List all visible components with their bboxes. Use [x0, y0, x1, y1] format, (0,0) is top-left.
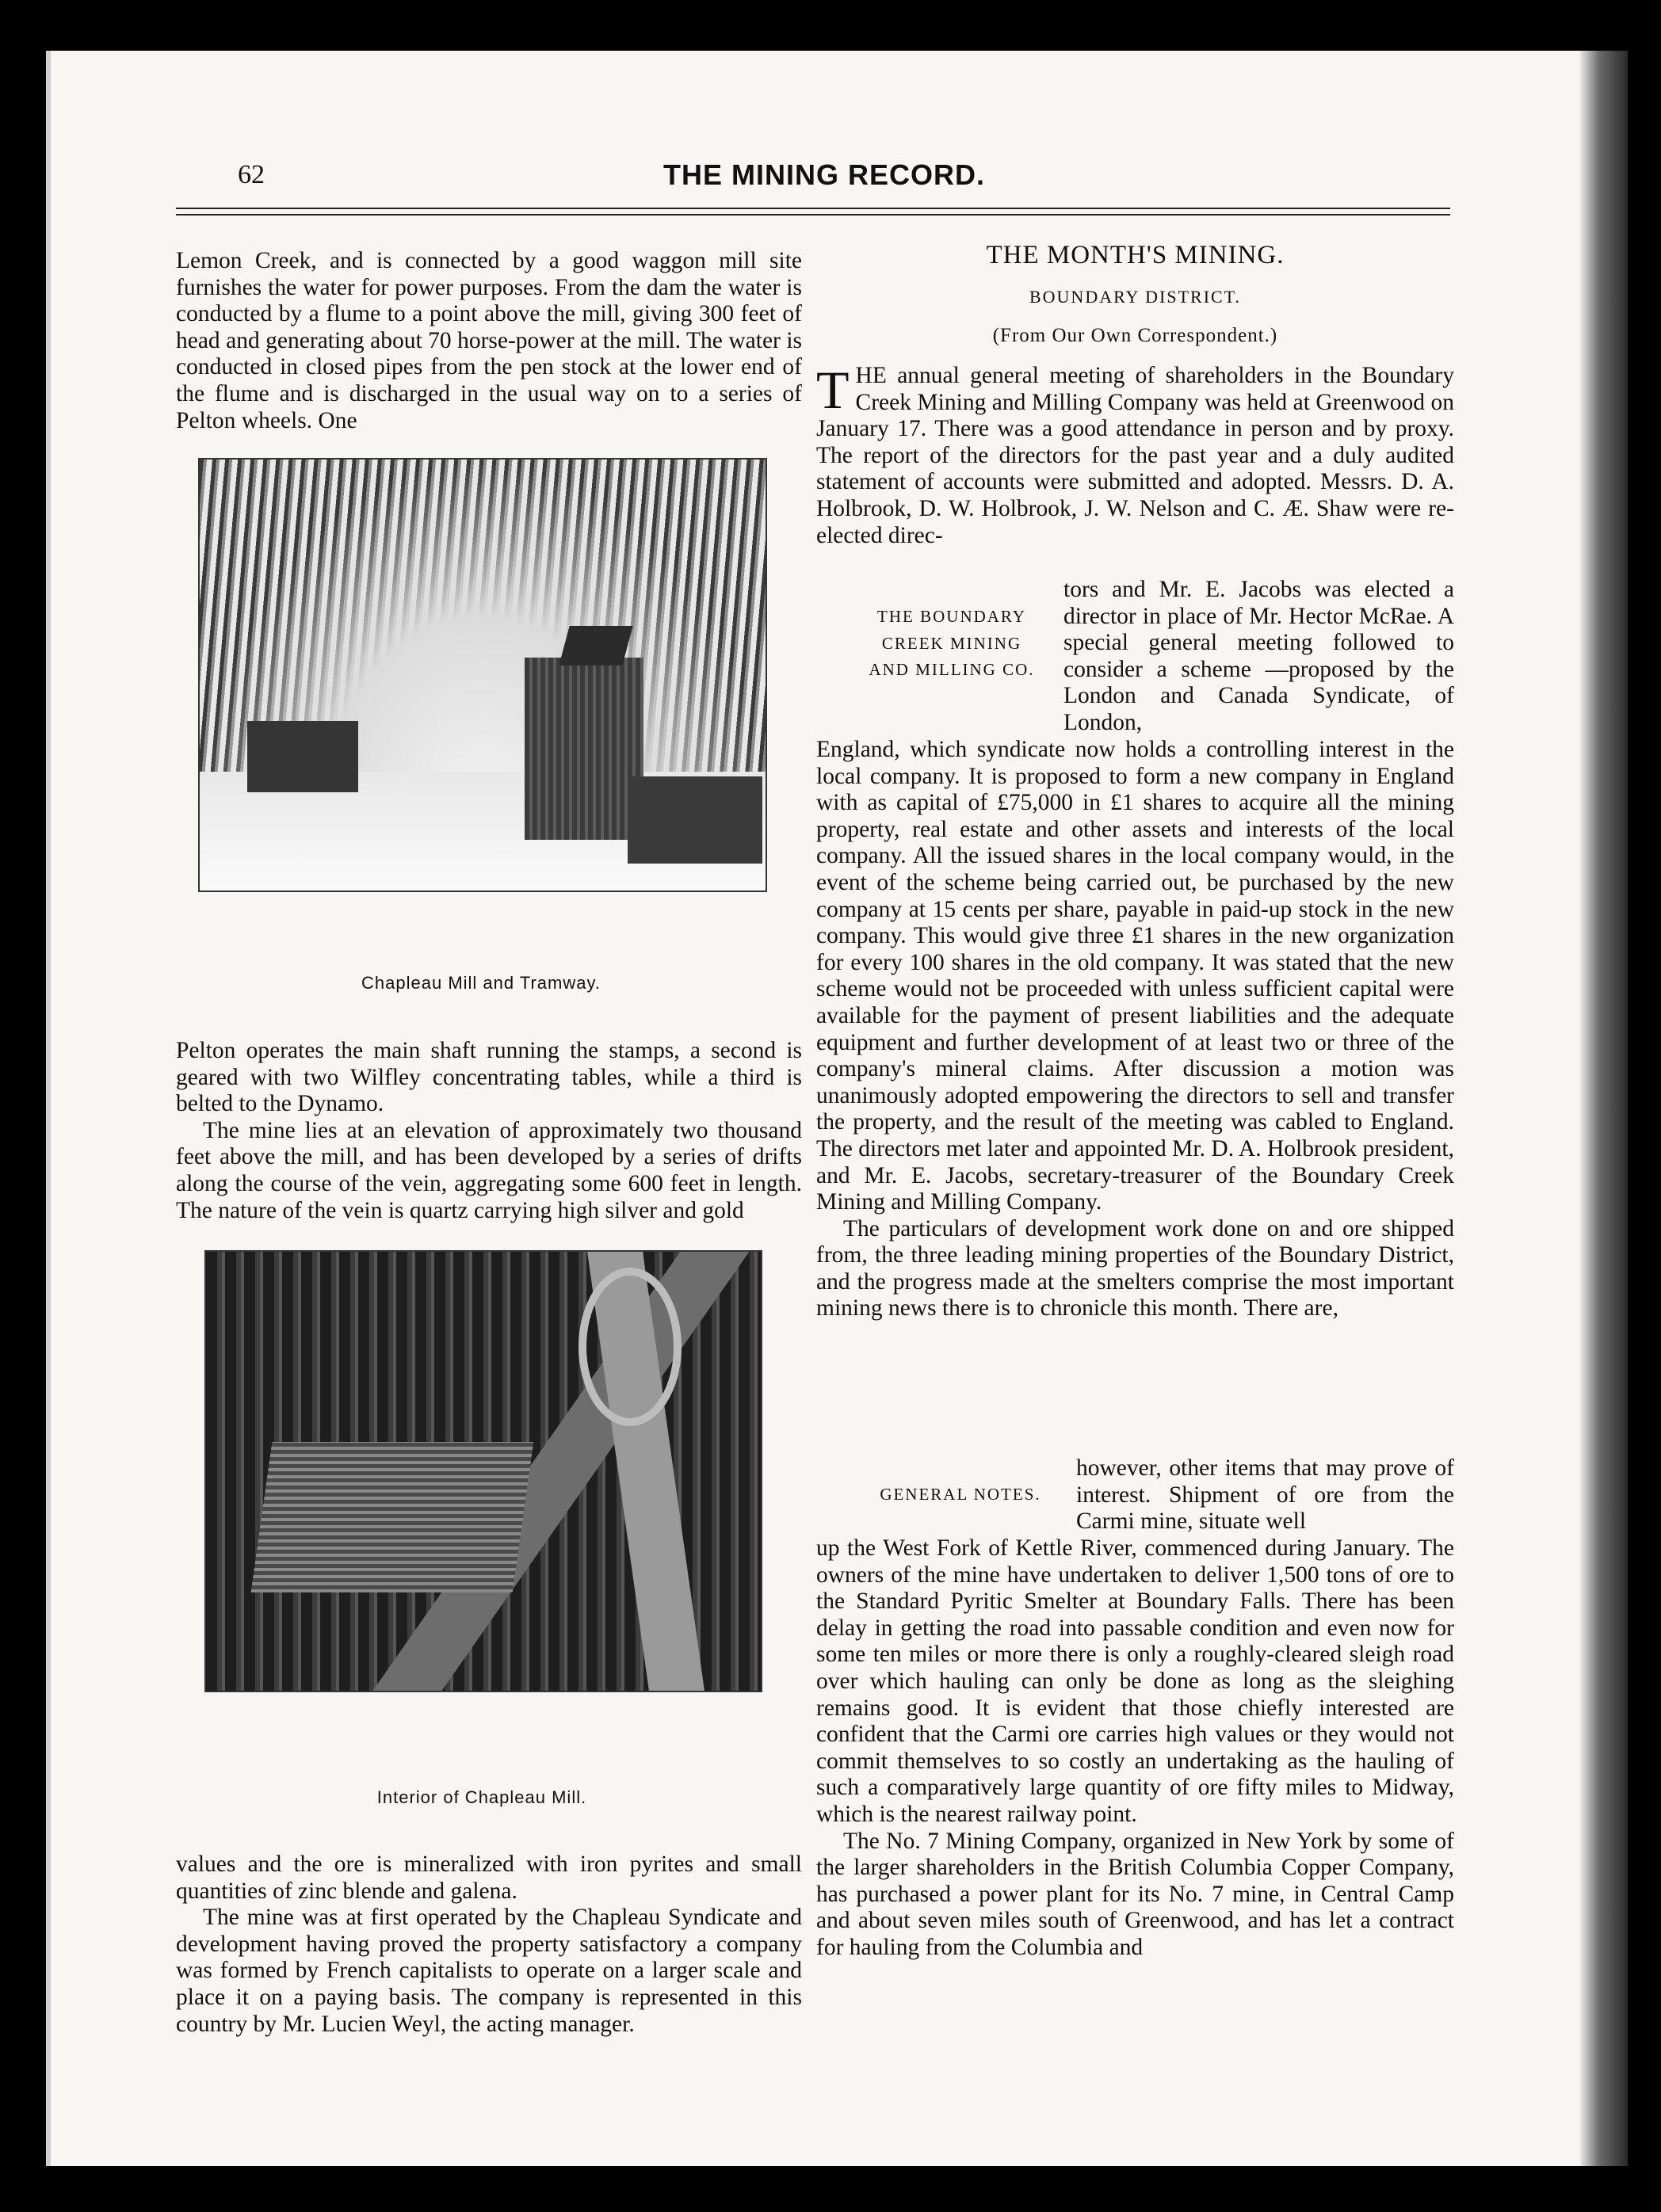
district-subhead: BOUNDARY DISTRICT.	[1029, 287, 1241, 307]
photo1-caption: Chapleau Mill and Tramway.	[361, 973, 601, 993]
right-para-1-top	[816, 360, 1454, 549]
photo-chapleau-mill-tramway	[198, 458, 767, 892]
sidehead-general-notes: GENERAL NOTES.	[880, 1485, 1041, 1504]
paragraph: Lemon Creek, and is connected by a good waggon mill site furnishes the water for power purposes. From the dam the water is conducted by a flume to a point above the mill, giving 300 feet of head and generating about 70 horse-power at the mill. The water is conducted in closed pipes from the pen stock at the lower end of the flume and is discharged in the usual way on to a series of Pelton wheels. One	[176, 248, 802, 433]
sidehead-boundary-creek: THE BOUNDARY CREEK MINING AND MILLING CO.	[869, 607, 1035, 680]
photo-shed	[628, 776, 762, 864]
page-number: 62	[238, 160, 265, 189]
paragraph: values and the ore is mineralized with iron pyrites and small quantities of zinc blende and galena.	[176, 1852, 802, 1904]
left-para-4-5	[176, 1852, 802, 2038]
left-para-2-3	[176, 1038, 802, 1224]
correspondent-credit: (From Our Own Correspondent.)	[992, 325, 1278, 346]
photo-cabin	[247, 721, 358, 792]
left-para-1	[176, 248, 802, 434]
paragraph: England, which syndicate now holds a controlling interest in the local company. It is proposed to form a new company in England with as capital of £75,000 in £1 shares to acquire all the mining property, real estate and other assets and interests of the local company. All the issued shares in the local company would, in the event of the scheme being carried out, be purchased by the new company at 15 cents per share, payable in paid-up stock in the new company. This would give three £1 shares in the new organization for every 100 shares in the old company. It was stated that the new scheme would not be proceeded with unless sufficient capital were available for the payment of present liabilities and the adequate equipment and further development of at least two or three of the company's mineral claims. After discussion a motion was unanimously adopted empowering the directors to sell and transfer the property, and the result of the meeting was cabled to England. The directors met later and appointed Mr. D. A. Holbrook president, and Mr. E. Jacobs, secretary-treasurer of the Boundary Creek Mining and Milling Company.	[816, 737, 1454, 1215]
paragraph-text: HE annual general meeting of shareholders in the Boundary Creek Mining and Milling Company was held at Greenwood on January 17. There was a good attendance in person and by proxy. The report of the directors for the past year and a duly audited statement of accounts were submitted and adopted. Messrs. D. A. Holbrook, D. W. Holbrook, J. W. Nelson and C. Æ. Shaw were re-elected direc-	[816, 363, 1454, 548]
photo-mill-roof	[559, 626, 632, 666]
drop-cap: T	[816, 360, 850, 420]
page-header	[198, 158, 1450, 206]
right-para-2-rest	[816, 1535, 1454, 1962]
paragraph: tors and Mr. E. Jacobs was elected a director in place of Mr. Hector McRae. A special general meeting followed to consider a scheme —proposed by the London and Canada Syndicate, of London,	[1063, 577, 1454, 735]
header-rule	[176, 208, 1450, 215]
paragraph: however, other items that may prove of interest. Shipment of ore from the Carmi mine, situate well	[1076, 1455, 1454, 1535]
paragraph: The mine lies at an elevation of approximately two thousand feet above the mill, and has been developed by a series of drifts along the course of the vein, aggregating some 600 feet in length. The nature of the vein is quartz carrying high silver and gold	[176, 1117, 802, 1223]
photo-mill-building	[525, 658, 643, 840]
photo-chapleau-mill-interior	[204, 1250, 762, 1692]
page-edge	[1580, 51, 1628, 2166]
paragraph-opening	[816, 360, 1454, 549]
paragraph: Pelton operates the main shaft running the stamps, a second is geared with two Wilfley concentrating tables, while a third is belted to the Dynamo.	[176, 1038, 802, 1117]
paragraph: The mine was at first operated by the Chapleau Syndicate and development having proved the property satisfactory a company was formed by French capitalists to operate on a larger scale and place it on a paying basis. The company is represented in this country by Mr. Lucien Weyl, the acting manager.	[176, 1905, 802, 2037]
section-title: THE MONTH'S MINING.	[986, 241, 1285, 269]
right-para-2-narrow	[816, 1455, 1454, 1535]
right-para-1-narrow	[816, 577, 1454, 737]
photo-concentrating-table	[251, 1442, 534, 1592]
paragraph: up the West Fork of Kettle River, commenced during January. The owners of the mine have undertaken to deliver 1,500 tons of ore to the Standard Pyritic Smelter at Boundary Falls. There has been delay in getting the road into passable condition and even now for some ten miles or more there is only a roughly-cleared sleigh road over which hauling can only be done as long as the sleighing remains good. It is evident that those chiefly interested are confident that the Carmi ore carries high values or they would not commit themselves to so costly an undertaking as the hauling of such a comparatively large quantity of ore fifty miles to Midway, which is the nearest railway point.	[816, 1535, 1454, 1827]
right-para-1-rest	[816, 737, 1454, 1322]
paragraph: The No. 7 Mining Company, organized in New York by some of the larger shareholders in the British Columbia Copper Company, has purchased a power plant for its No. 7 mine, in Central Camp and about seven miles south of Greenwood, and has let a contract for hauling from the Columbia and	[816, 1828, 1454, 1960]
photo-wheel	[578, 1268, 682, 1426]
running-title: THE MINING RECORD.	[662, 158, 985, 191]
photo2-caption: Interior of Chapleau Mill.	[376, 1787, 587, 1807]
paragraph: The particulars of development work done on and ore shipped from, the three leading mining properties of the Boundary District, and the progress made at the smelters comprise the most important mining news there is to chronicle this month. There are,	[816, 1215, 1454, 1321]
